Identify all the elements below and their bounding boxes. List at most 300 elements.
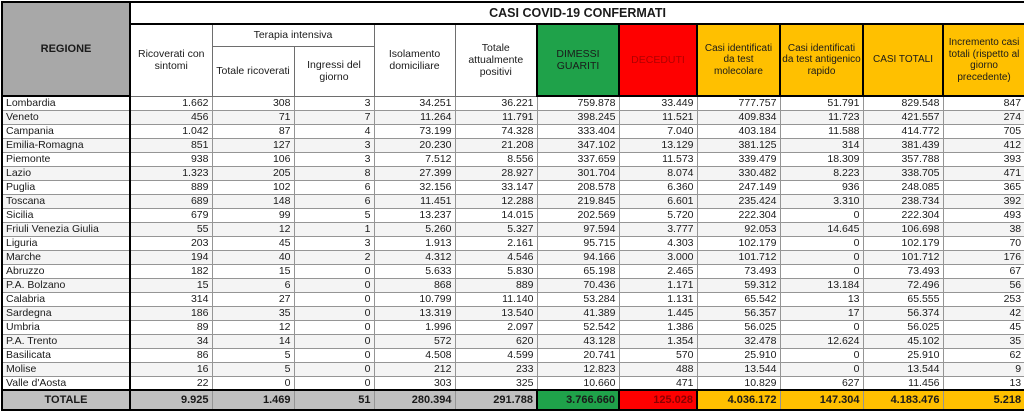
value-cell: 8.223 <box>780 166 863 180</box>
value-cell: 338.705 <box>863 166 943 180</box>
value-cell: 186 <box>130 306 212 320</box>
value-cell: 95.715 <box>537 236 619 250</box>
value-cell: 10.660 <box>537 376 619 390</box>
value-cell: 70 <box>943 236 1024 250</box>
value-cell: 32.156 <box>374 180 455 194</box>
table-body <box>2 96 1024 390</box>
value-cell: 70.436 <box>537 278 619 292</box>
value-cell: 17 <box>780 306 863 320</box>
value-cell: 14.015 <box>455 208 537 222</box>
value-cell: 570 <box>619 348 697 362</box>
value-cell: 13 <box>780 292 863 306</box>
value-cell: 4.303 <box>619 236 697 250</box>
value-cell: 889 <box>455 278 537 292</box>
table-row <box>2 306 1024 320</box>
region-name-cell: Calabria <box>2 292 130 306</box>
value-cell: 99 <box>212 208 294 222</box>
value-cell: 2.465 <box>619 264 697 278</box>
header-attualmente-positivi: Totale attualmente positivi <box>455 24 537 96</box>
value-cell: 889 <box>130 180 212 194</box>
value-cell: 11.723 <box>780 110 863 124</box>
value-cell: 13.129 <box>619 138 697 152</box>
value-cell: 851 <box>130 138 212 152</box>
table-row <box>2 152 1024 166</box>
value-cell: 102.179 <box>697 236 780 250</box>
value-cell: 14 <box>212 334 294 348</box>
header-regione: REGIONE <box>2 2 130 96</box>
value-cell: 325 <box>455 376 537 390</box>
value-cell: 40 <box>212 250 294 264</box>
value-cell: 89 <box>130 320 212 334</box>
total-label-cell: TOTALE <box>2 390 130 410</box>
value-cell: 11.451 <box>374 194 455 208</box>
region-name-cell: Valle d'Aosta <box>2 376 130 390</box>
total-value-cell: 147.304 <box>780 390 863 410</box>
value-cell: 6.360 <box>619 180 697 194</box>
header-ricoverati-sintomi: Ricoverati con sintomi <box>130 24 212 96</box>
value-cell: 333.404 <box>537 124 619 138</box>
value-cell: 12.288 <box>455 194 537 208</box>
value-cell: 42 <box>943 306 1024 320</box>
table-row <box>2 250 1024 264</box>
value-cell: 1.996 <box>374 320 455 334</box>
value-cell: 938 <box>130 152 212 166</box>
value-cell: 148 <box>212 194 294 208</box>
value-cell: 8.556 <box>455 152 537 166</box>
region-name-cell: Marche <box>2 250 130 264</box>
value-cell: 337.659 <box>537 152 619 166</box>
value-cell: 3.310 <box>780 194 863 208</box>
value-cell: 20.741 <box>537 348 619 362</box>
value-cell: 3.777 <box>619 222 697 236</box>
value-cell: 7.512 <box>374 152 455 166</box>
value-cell: 308 <box>212 96 294 110</box>
region-name-cell: P.A. Bolzano <box>2 278 130 292</box>
value-cell: 421.557 <box>863 110 943 124</box>
value-cell: 5.633 <box>374 264 455 278</box>
value-cell: 314 <box>130 292 212 306</box>
value-cell: 339.479 <box>697 152 780 166</box>
value-cell: 222.304 <box>697 208 780 222</box>
value-cell: 847 <box>943 96 1024 110</box>
table-row <box>2 180 1024 194</box>
table-row <box>2 320 1024 334</box>
value-cell: 194 <box>130 250 212 264</box>
value-cell: 6 <box>294 194 374 208</box>
region-name-cell: Sardegna <box>2 306 130 320</box>
value-cell: 34 <box>130 334 212 348</box>
header-ingressi-giorno: Ingressi del giorno <box>294 46 374 96</box>
value-cell: 11.588 <box>780 124 863 138</box>
value-cell: 10.799 <box>374 292 455 306</box>
value-cell: 34.251 <box>374 96 455 110</box>
value-cell: 219.845 <box>537 194 619 208</box>
value-cell: 212 <box>374 362 455 376</box>
value-cell: 393 <box>943 152 1024 166</box>
total-value-cell: 280.394 <box>374 390 455 410</box>
value-cell: 92.053 <box>697 222 780 236</box>
value-cell: 4 <box>294 124 374 138</box>
region-name-cell: Campania <box>2 124 130 138</box>
value-cell: 248.085 <box>863 180 943 194</box>
value-cell: 1.131 <box>619 292 697 306</box>
table-row <box>2 208 1024 222</box>
value-cell: 0 <box>294 348 374 362</box>
value-cell: 392 <box>943 194 1024 208</box>
value-cell: 16 <box>130 362 212 376</box>
value-cell: 51.791 <box>780 96 863 110</box>
value-cell: 56.357 <box>697 306 780 320</box>
value-cell: 38 <box>943 222 1024 236</box>
value-cell: 403.184 <box>697 124 780 138</box>
value-cell: 398.245 <box>537 110 619 124</box>
value-cell: 5 <box>294 208 374 222</box>
table-row <box>2 376 1024 390</box>
total-value-cell: 4.183.476 <box>863 390 943 410</box>
value-cell: 3 <box>294 236 374 250</box>
value-cell: 936 <box>780 180 863 194</box>
value-cell: 4.546 <box>455 250 537 264</box>
value-cell: 86 <box>130 348 212 362</box>
value-cell: 620 <box>455 334 537 348</box>
value-cell: 182 <box>130 264 212 278</box>
total-value-cell: 51 <box>294 390 374 410</box>
value-cell: 56 <box>943 278 1024 292</box>
value-cell: 73.493 <box>863 264 943 278</box>
value-cell: 777.757 <box>697 96 780 110</box>
covid-cases-table <box>1 1 1024 411</box>
header-test-antigenico: Casi identificati da test antigenico rapido <box>780 24 863 96</box>
region-name-cell: Sicilia <box>2 208 130 222</box>
header-banner: CASI COVID-19 CONFERMATI <box>130 2 1024 24</box>
table-row <box>2 292 1024 306</box>
value-cell: 13.184 <box>780 278 863 292</box>
value-cell: 233 <box>455 362 537 376</box>
value-cell: 414.772 <box>863 124 943 138</box>
value-cell: 35 <box>212 306 294 320</box>
value-cell: 20.230 <box>374 138 455 152</box>
value-cell: 5 <box>212 348 294 362</box>
value-cell: 488 <box>619 362 697 376</box>
region-name-cell: Emilia-Romagna <box>2 138 130 152</box>
value-cell: 15 <box>212 264 294 278</box>
value-cell: 4.508 <box>374 348 455 362</box>
value-cell: 0 <box>294 278 374 292</box>
total-value-cell: 125.028 <box>619 390 697 410</box>
value-cell: 0 <box>780 362 863 376</box>
total-row <box>2 390 1024 410</box>
value-cell: 3 <box>294 152 374 166</box>
header-casi-totali: CASI TOTALI <box>863 24 943 96</box>
value-cell: 9 <box>943 362 1024 376</box>
value-cell: 74.328 <box>455 124 537 138</box>
value-cell: 62 <box>943 348 1024 362</box>
value-cell: 627 <box>780 376 863 390</box>
value-cell: 347.102 <box>537 138 619 152</box>
value-cell: 0 <box>780 320 863 334</box>
value-cell: 56.374 <box>863 306 943 320</box>
value-cell: 235.424 <box>697 194 780 208</box>
value-cell: 12 <box>212 320 294 334</box>
value-cell: 65.542 <box>697 292 780 306</box>
table-row <box>2 124 1024 138</box>
value-cell: 203 <box>130 236 212 250</box>
value-cell: 18.309 <box>780 152 863 166</box>
value-cell: 11.521 <box>619 110 697 124</box>
value-cell: 101.712 <box>697 250 780 264</box>
value-cell: 1.171 <box>619 278 697 292</box>
value-cell: 330.482 <box>697 166 780 180</box>
value-cell: 14.645 <box>780 222 863 236</box>
value-cell: 13.319 <box>374 306 455 320</box>
value-cell: 274 <box>943 110 1024 124</box>
region-name-cell: Liguria <box>2 236 130 250</box>
header-dimessi-guariti: DIMESSI GUARITI <box>537 24 619 96</box>
value-cell: 365 <box>943 180 1024 194</box>
value-cell: 15 <box>130 278 212 292</box>
value-cell: 208.578 <box>537 180 619 194</box>
value-cell: 13.540 <box>455 306 537 320</box>
table-row <box>2 166 1024 180</box>
region-name-cell: Molise <box>2 362 130 376</box>
value-cell: 12.823 <box>537 362 619 376</box>
value-cell: 5 <box>212 362 294 376</box>
table-row <box>2 194 1024 208</box>
value-cell: 59.312 <box>697 278 780 292</box>
value-cell: 7 <box>294 110 374 124</box>
table-row <box>2 138 1024 152</box>
total-value-cell: 5.218 <box>943 390 1024 410</box>
value-cell: 303 <box>374 376 455 390</box>
value-cell: 97.594 <box>537 222 619 236</box>
value-cell: 1.662 <box>130 96 212 110</box>
value-cell: 2.097 <box>455 320 537 334</box>
table-row <box>2 334 1024 348</box>
value-cell: 67 <box>943 264 1024 278</box>
value-cell: 314 <box>780 138 863 152</box>
region-name-cell: Umbria <box>2 320 130 334</box>
value-cell: 32.478 <box>697 334 780 348</box>
value-cell: 6 <box>294 180 374 194</box>
value-cell: 56.025 <box>863 320 943 334</box>
value-cell: 829.548 <box>863 96 943 110</box>
total-value-cell: 9.925 <box>130 390 212 410</box>
value-cell: 33.449 <box>619 96 697 110</box>
value-cell: 65.198 <box>537 264 619 278</box>
value-cell: 43.128 <box>537 334 619 348</box>
value-cell: 106.698 <box>863 222 943 236</box>
value-cell: 0 <box>780 250 863 264</box>
header-isolamento-domiciliare: Isolamento domiciliare <box>374 24 455 96</box>
value-cell: 5.327 <box>455 222 537 236</box>
value-cell: 28.927 <box>455 166 537 180</box>
value-cell: 11.573 <box>619 152 697 166</box>
value-cell: 27.399 <box>374 166 455 180</box>
region-name-cell: Lombardia <box>2 96 130 110</box>
value-cell: 21.208 <box>455 138 537 152</box>
value-cell: 106 <box>212 152 294 166</box>
value-cell: 45.102 <box>863 334 943 348</box>
value-cell: 409.834 <box>697 110 780 124</box>
value-cell: 456 <box>130 110 212 124</box>
value-cell: 53.284 <box>537 292 619 306</box>
value-cell: 12.624 <box>780 334 863 348</box>
value-cell: 6 <box>212 278 294 292</box>
value-cell: 1 <box>294 222 374 236</box>
value-cell: 0 <box>294 376 374 390</box>
value-cell: 25.910 <box>863 348 943 362</box>
value-cell: 8 <box>294 166 374 180</box>
value-cell: 5.830 <box>455 264 537 278</box>
value-cell: 101.712 <box>863 250 943 264</box>
table-row <box>2 348 1024 362</box>
region-name-cell: Piemonte <box>2 152 130 166</box>
value-cell: 493 <box>943 208 1024 222</box>
table-header <box>2 2 1024 96</box>
region-name-cell: Toscana <box>2 194 130 208</box>
region-name-cell: Puglia <box>2 180 130 194</box>
value-cell: 5.720 <box>619 208 697 222</box>
value-cell: 0 <box>294 362 374 376</box>
header-incremento-casi: Incremento casi totali (rispetto al giorno precedente) <box>943 24 1024 96</box>
value-cell: 868 <box>374 278 455 292</box>
value-cell: 87 <box>212 124 294 138</box>
value-cell: 33.147 <box>455 180 537 194</box>
value-cell: 679 <box>130 208 212 222</box>
value-cell: 0 <box>294 334 374 348</box>
table-row <box>2 278 1024 292</box>
value-cell: 202.569 <box>537 208 619 222</box>
value-cell: 127 <box>212 138 294 152</box>
value-cell: 102.179 <box>863 236 943 250</box>
value-cell: 41.389 <box>537 306 619 320</box>
value-cell: 412 <box>943 138 1024 152</box>
value-cell: 0 <box>780 236 863 250</box>
value-cell: 13 <box>943 376 1024 390</box>
table-row <box>2 96 1024 110</box>
value-cell: 4.599 <box>455 348 537 362</box>
value-cell: 689 <box>130 194 212 208</box>
region-name-cell: Veneto <box>2 110 130 124</box>
value-cell: 102 <box>212 180 294 194</box>
value-cell: 381.125 <box>697 138 780 152</box>
value-cell: 1.913 <box>374 236 455 250</box>
value-cell: 0 <box>780 264 863 278</box>
value-cell: 7.040 <box>619 124 697 138</box>
value-cell: 247.149 <box>697 180 780 194</box>
value-cell: 25.910 <box>697 348 780 362</box>
value-cell: 11.456 <box>863 376 943 390</box>
value-cell: 205 <box>212 166 294 180</box>
value-cell: 73.199 <box>374 124 455 138</box>
value-cell: 0 <box>294 320 374 334</box>
value-cell: 2.161 <box>455 236 537 250</box>
value-cell: 1.386 <box>619 320 697 334</box>
value-cell: 0 <box>294 306 374 320</box>
total-value-cell: 1.469 <box>212 390 294 410</box>
value-cell: 11.140 <box>455 292 537 306</box>
region-name-cell: Basilicata <box>2 348 130 362</box>
value-cell: 5.260 <box>374 222 455 236</box>
value-cell: 176 <box>943 250 1024 264</box>
table-row <box>2 110 1024 124</box>
table-footer <box>2 390 1024 410</box>
value-cell: 2 <box>294 250 374 264</box>
value-cell: 759.878 <box>537 96 619 110</box>
region-name-cell: P.A. Trento <box>2 334 130 348</box>
value-cell: 381.439 <box>863 138 943 152</box>
value-cell: 65.555 <box>863 292 943 306</box>
value-cell: 52.542 <box>537 320 619 334</box>
value-cell: 1.042 <box>130 124 212 138</box>
value-cell: 45 <box>212 236 294 250</box>
value-cell: 10.829 <box>697 376 780 390</box>
value-cell: 222.304 <box>863 208 943 222</box>
value-cell: 56.025 <box>697 320 780 334</box>
table-row <box>2 362 1024 376</box>
total-value-cell: 3.766.660 <box>537 390 619 410</box>
table-row <box>2 236 1024 250</box>
value-cell: 13.544 <box>863 362 943 376</box>
value-cell: 13.237 <box>374 208 455 222</box>
value-cell: 73.493 <box>697 264 780 278</box>
region-name-cell: Abruzzo <box>2 264 130 278</box>
value-cell: 4.312 <box>374 250 455 264</box>
value-cell: 11.791 <box>455 110 537 124</box>
value-cell: 471 <box>943 166 1024 180</box>
value-cell: 0 <box>294 292 374 306</box>
table-row <box>2 222 1024 236</box>
header-terapia-intensiva: Terapia intensiva <box>212 24 374 46</box>
value-cell: 6.601 <box>619 194 697 208</box>
header-test-molecolare: Casi identificati da test molecolare <box>697 24 780 96</box>
value-cell: 35 <box>943 334 1024 348</box>
value-cell: 3.000 <box>619 250 697 264</box>
value-cell: 0 <box>212 376 294 390</box>
value-cell: 0 <box>780 348 863 362</box>
value-cell: 12 <box>212 222 294 236</box>
value-cell: 705 <box>943 124 1024 138</box>
value-cell: 357.788 <box>863 152 943 166</box>
value-cell: 1.445 <box>619 306 697 320</box>
value-cell: 253 <box>943 292 1024 306</box>
value-cell: 8.074 <box>619 166 697 180</box>
value-cell: 301.704 <box>537 166 619 180</box>
value-cell: 13.544 <box>697 362 780 376</box>
header-deceduti: DECEDUTI <box>619 24 697 96</box>
total-value-cell: 4.036.172 <box>697 390 780 410</box>
value-cell: 72.496 <box>863 278 943 292</box>
value-cell: 471 <box>619 376 697 390</box>
value-cell: 22 <box>130 376 212 390</box>
region-name-cell: Lazio <box>2 166 130 180</box>
value-cell: 94.166 <box>537 250 619 264</box>
value-cell: 3 <box>294 96 374 110</box>
value-cell: 55 <box>130 222 212 236</box>
value-cell: 27 <box>212 292 294 306</box>
value-cell: 0 <box>294 264 374 278</box>
value-cell: 1.323 <box>130 166 212 180</box>
value-cell: 238.734 <box>863 194 943 208</box>
total-value-cell: 291.788 <box>455 390 537 410</box>
value-cell: 0 <box>780 208 863 222</box>
value-cell: 3 <box>294 138 374 152</box>
value-cell: 36.221 <box>455 96 537 110</box>
region-name-cell: Friuli Venezia Giulia <box>2 222 130 236</box>
value-cell: 11.264 <box>374 110 455 124</box>
header-totale-ricoverati: Totale ricoverati <box>212 46 294 96</box>
value-cell: 71 <box>212 110 294 124</box>
